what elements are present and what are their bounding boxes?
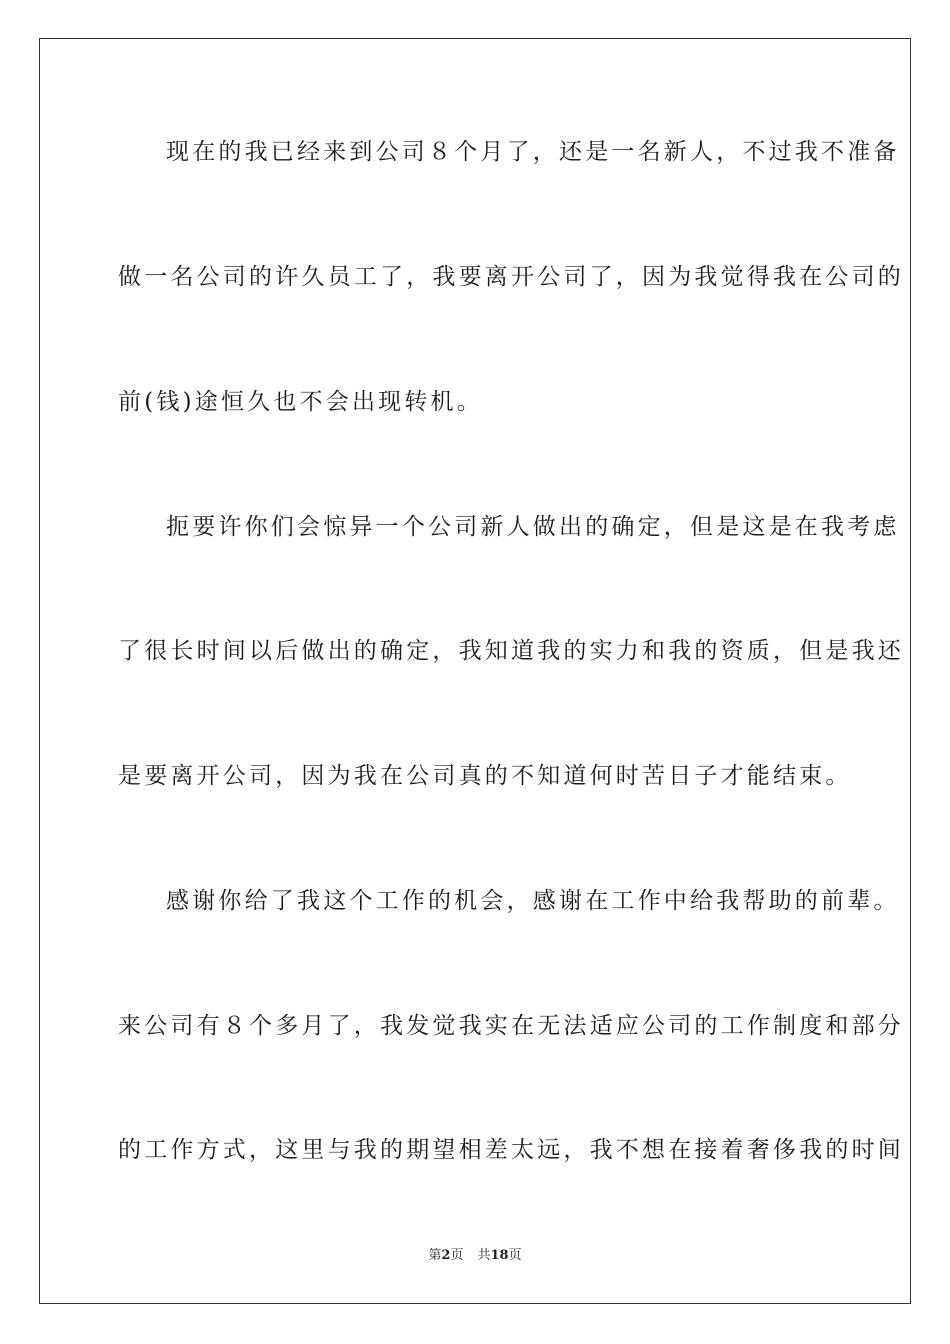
paragraph-1-line-1: 现在的我已经来到公司８个月了，还是一名新人，不过我不准备	[166, 139, 900, 165]
paragraph-2-line-3: 是要离开公司，因为我在公司真的不知道何时苦日子才能结束。	[118, 763, 852, 789]
page-frame	[39, 38, 911, 1304]
total-prefix: 共	[477, 1248, 491, 1263]
page-suffix: 页	[450, 1248, 464, 1263]
paragraph-1-line-3: 前(钱)途恒久也不会出现转机。	[118, 389, 483, 415]
paragraph-1-line-2: 做一名公司的许久员工了，我要离开公司了，因为我觉得我在公司的	[118, 264, 904, 290]
paragraph-3-line-3: 的工作方式，这里与我的期望相差太远，我不想在接着奢侈我的时间	[118, 1137, 904, 1163]
paragraph-3-line-2: 来公司有８个多月了，我发觉我实在无法适应公司的工作制度和部分	[118, 1013, 904, 1039]
page-number: 2	[441, 1248, 451, 1263]
page-prefix: 第	[428, 1248, 442, 1263]
paragraph-2-line-2: 了很长时间以后做出的确定，我知道我的实力和我的资质，但是我还	[118, 638, 904, 664]
page-footer	[0, 1247, 950, 1265]
total-pages: 18	[490, 1248, 509, 1263]
total-suffix: 页	[508, 1248, 522, 1263]
paragraph-2-line-1: 扼要许你们会惊异一个公司新人做出的确定，但是这是在我考虑	[166, 514, 900, 540]
paragraph-3-line-1: 感谢你给了我这个工作的机会，感谢在工作中给我帮助的前辈。	[166, 888, 900, 914]
